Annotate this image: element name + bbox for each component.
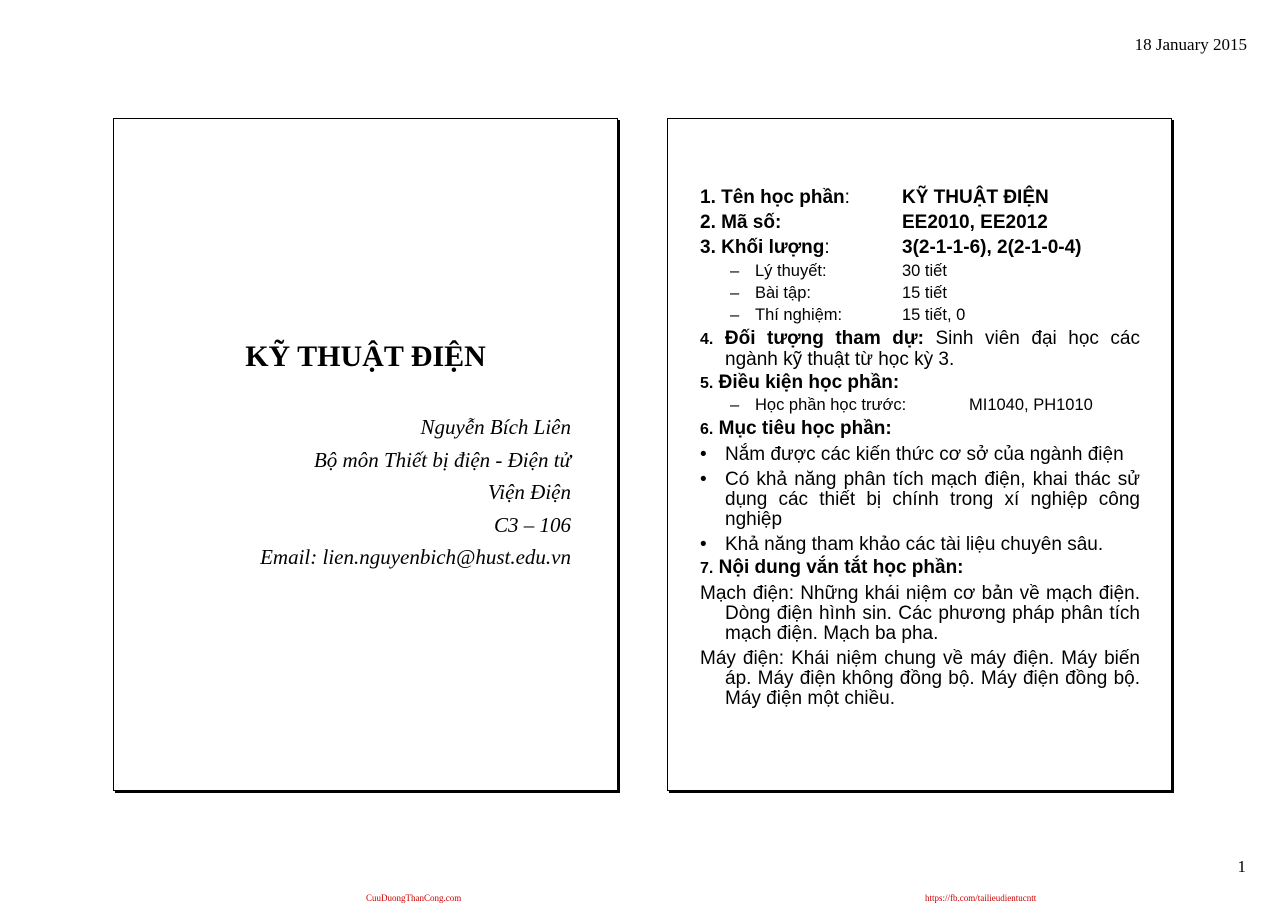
goal-item: • Có khả năng phân tích mạch điện, khai thác sử dụng các thiết bị chính trong xí nghiệp công nghiệp (700, 469, 1140, 530)
summary-paragraph: Máy điện: Khái niệm chung về máy điện. Máy biến áp. Máy điện không đồng bộ. Máy điện đồng bộ. Máy điện một chiều. (700, 648, 1140, 709)
section-title: Đối tượng tham dự: (724, 328, 924, 349)
goal-text: Nắm được các kiến thức cơ sở của ngành điện (725, 444, 1124, 465)
info-label: 1. Tên học phần (700, 187, 845, 208)
info-row-workload: 3. Khối lượng: 3(2-1-1-6), 2(2-1-0-4) (700, 237, 1082, 258)
info-label: 2. Mã số: (700, 212, 782, 233)
section-number: 5. (700, 375, 714, 392)
info-row-name: 1. Tên học phần: KỸ THUẬT ĐIỆN (700, 187, 1049, 208)
workload-row: – Lý thuyết: 30 tiết (730, 262, 947, 280)
goal-item: • Khả năng tham khảo các tài liệu chuyên sâu. (700, 535, 1140, 555)
workload-key: Bài tập: (755, 284, 811, 302)
institute: Viện Điện (488, 480, 571, 504)
section-number: 7. (700, 560, 714, 577)
department: Bộ môn Thiết bị điện - Điện tử (313, 447, 571, 472)
room: C3 – 106 (493, 512, 571, 537)
author-block (260, 411, 571, 574)
section-number: 4. (700, 331, 714, 348)
prereq-key: Học phần học trước: (755, 396, 907, 414)
info-row-code (700, 210, 1140, 235)
footer-right-link[interactable]: https://fb.com/tailieudientucntt (925, 893, 1037, 903)
info-value: KỸ THUẬT ĐIỆN (902, 187, 1049, 208)
course-info-content (700, 185, 1140, 709)
section-audience (700, 329, 1140, 370)
page-number: 1 (1237, 857, 1246, 876)
prereq-value: MI1040, PH1010 (969, 396, 1093, 414)
section-title: Nội dung vắn tắt học phần: (718, 557, 964, 578)
workload-row: – Bài tập: 15 tiết (730, 284, 947, 302)
section-prerequisites (700, 373, 1140, 394)
goal-text: Khả năng tham khảo các tài liệu chuyên sâu. (725, 534, 1104, 555)
section-title: Điều kiện học phần: (718, 372, 900, 393)
section-text: Sinh viên đại học các ngành kỹ thuật từ học kỳ 3. (725, 328, 1140, 370)
prereq-row: – Học phần học trước: MI1040, PH1010 (730, 396, 1093, 414)
workload-key: Lý thuyết: (755, 262, 827, 280)
goal-text: Có khả năng phân tích mạch điện, khai thác sử dụng các thiết bị chính trong xí nghiệp công nghiệp (725, 469, 1140, 530)
summary-paragraph: Mạch điện: Những khái niệm cơ bản về mạch điện. Dòng điện hình sin. Các phương pháp phân tích mạch điện. Mạch ba pha. (700, 583, 1140, 644)
workload-value: 30 tiết (902, 262, 947, 280)
workload-row: – Thí nghiệm: 15 tiết, 0 (730, 306, 966, 324)
email: Email: lien.nguyenbich@hust.edu.vn (260, 545, 571, 569)
footer-left-link[interactable]: CuuDuongThanCong.com (366, 893, 462, 903)
author-name: Nguyễn Bích Liên (420, 415, 571, 439)
section-goals (700, 419, 1140, 440)
section-number: 6. (700, 421, 714, 438)
info-label: 3. Khối lượng (700, 237, 825, 258)
slide-title (113, 118, 618, 791)
info-value: 3(2-1-1-6), 2(2-1-0-4) (902, 237, 1082, 258)
section-title: Mục tiêu học phần: (718, 418, 892, 439)
goal-item: • Nắm được các kiến thức cơ sở của ngành điện (700, 445, 1140, 465)
workload-value: 15 tiết, 0 (902, 306, 966, 324)
section-summary (700, 558, 1140, 579)
workload-key: Thí nghiệm: (755, 306, 843, 324)
info-value: EE2010, EE2012 (902, 212, 1048, 233)
workload-value: 15 tiết (902, 284, 947, 302)
course-title: KỸ THUẬT ĐIỆN (245, 340, 486, 373)
header-date: 18 January 2015 (1134, 35, 1247, 54)
slide-course-info (667, 118, 1172, 791)
